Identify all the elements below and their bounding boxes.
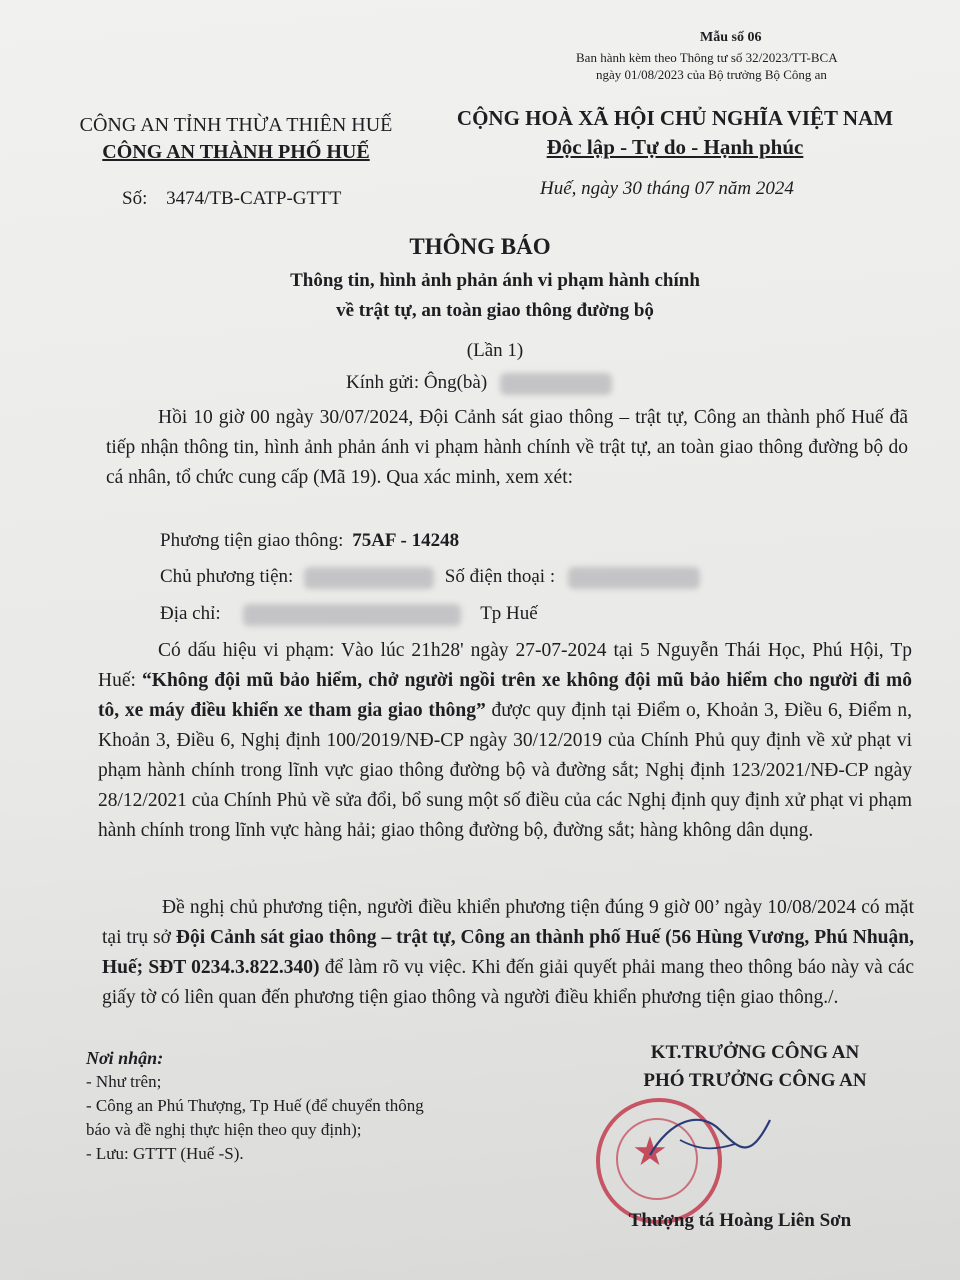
redacted-address [243,604,461,626]
phone-label: Số điện thoại : [444,566,556,587]
recipient-item: - Lưu: GTTT (Huế -S). [86,1144,244,1163]
redacted-phone [568,567,700,589]
recipients-title: Nơi nhận: [86,1048,164,1068]
recipients-block [86,1046,424,1166]
document-number [122,188,341,210]
agency-name: CÔNG AN THÀNH PHỐ HUẾ [102,141,370,163]
form-issued-line-2: ngày 01/08/2023 của Bộ trưởng Bộ Công an [596,67,827,82]
violation-legal-basis: được quy định tại Điểm o, Khoản 3, Điều 6, Điểm n, Khoản 3, Điều 6, Nghị định 100/2019/NĐ-CP ngày 30/12/2019 của Chính Phủ quy định về xử phạt vi phạm hành chính trong lĩnh vực giao thông đường bộ và đường sắt; Nghị định 123/2021/NĐ-CP ngày 28/12/2021 của Chính Phủ về sửa đổi, bổ sung một số điều của các Nghị định quy định xử phạt vi phạm hành chính trong lĩnh vực hàng hải; giao thông đường bộ, đường sắt; hàng không dân dụng. [98,700,912,841]
national-motto: Độc lập - Tự do - Hạnh phúc [546,135,804,159]
violation-lead: Có dấu hiệu vi phạm: Vào lúc 21h28' ngày 27-07-2024 tại 5 Nguyễn Thái Học, Phú Hội, Tp Huế: [98,640,912,691]
document-title: THÔNG BÁO [409,234,551,259]
national-header [440,104,910,162]
document-number-value: 3474/TB-CATP-GTTT [166,188,342,209]
violation-paragraph [98,636,912,846]
place-date: Huế, ngày 30 tháng 07 năm 2024 [540,178,794,199]
vehicle-owner-label: Chủ phương tiện: [160,566,294,587]
redacted-name [500,373,612,395]
nation-name: CỘNG HOÀ XÃ HỘI CHỦ NGHĨA VIỆT NAM [456,106,894,130]
greeting-label: Kính gửi: Ông(bà) [346,372,488,393]
address-label: Địa chỉ: [160,603,221,624]
vehicle-owner-row [160,566,700,589]
request-paragraph [102,893,914,1013]
form-issued-line-1: Ban hành kèm theo Thông tư số 32/2023/TT-BCA [576,50,838,65]
signer-name: Thượng tá Hoàng Liên Sơn [628,1210,852,1231]
vehicle-address-row [160,603,538,626]
vehicle-plate-label: Phương tiện giao thông: [160,530,344,551]
greeting [346,372,612,395]
agency-parent: CÔNG AN TỈNH THỪA THIÊN HUẾ [79,114,393,136]
signature-title-1: KT.TRƯỞNG CÔNG AN [650,1042,860,1063]
recipient-item: - Công an Phú Thượng, Tp Huế (để chuyển thông [86,1096,424,1115]
vehicle-plate-value: 75AF - 14248 [352,530,460,551]
notice-count: (Lần 1) [466,340,524,361]
redacted-owner [304,567,434,589]
star-icon: ★ [632,1129,668,1174]
address-city: Tp Huế [480,603,538,624]
document-number-label: Số: [122,188,148,209]
form-number: Mẫu số 06 [700,30,762,45]
issuing-agency [66,112,406,166]
intro-paragraph: Hồi 10 giờ 00 ngày 30/07/2024, Đội Cảnh sát giao thông – trật tự, Công an thành phố Huế đã tiếp nhận thông tin, hình ảnh phản ánh vi phạm hành chính về trật tự, an toàn giao thông đường bộ do cá nhân, tổ chức cung cấp (Mã 19). Qua xác minh, xem xét: [106,407,908,488]
document-subtitle-1: Thông tin, hình ảnh phản ánh vi phạm hành chính [290,270,700,291]
document-subtitle-2: về trật tự, an toàn giao thông đường bộ [336,300,654,321]
vehicle-plate-row [160,530,459,552]
request-lead: Đề nghị chủ phương tiện, người điều khiển phương tiện đúng 9 giờ 00’ ngày 10/08/2024 có mặt tại trụ sở [102,897,914,948]
request-rest: để làm rõ vụ việc. Khi đến giải quyết phải mang theo thông báo này và các giấy tờ có liên quan đến phương tiện giao thông và người điều khiển phương tiện giao thông./. [102,957,914,1008]
recipient-item: báo và đề nghị thực hiện theo quy định); [86,1120,362,1139]
violation-description: “Không đội mũ bảo hiểm, chở người ngồi trên xe không đội mũ bảo hiểm cho người đi mô tô, xe máy điều khiển xe tham gia giao thông” [98,670,912,721]
signature-title-2: PHÓ TRƯỞNG CÔNG AN [643,1070,867,1091]
request-location: Đội Cảnh sát giao thông – trật tự, Công an thành phố Huế (56 Hùng Vương, Phú Nhuận, Huế; SĐT 0234.3.822.340) [102,927,914,978]
handwritten-signature [640,1100,780,1180]
recipient-item: - Như trên; [86,1072,162,1091]
